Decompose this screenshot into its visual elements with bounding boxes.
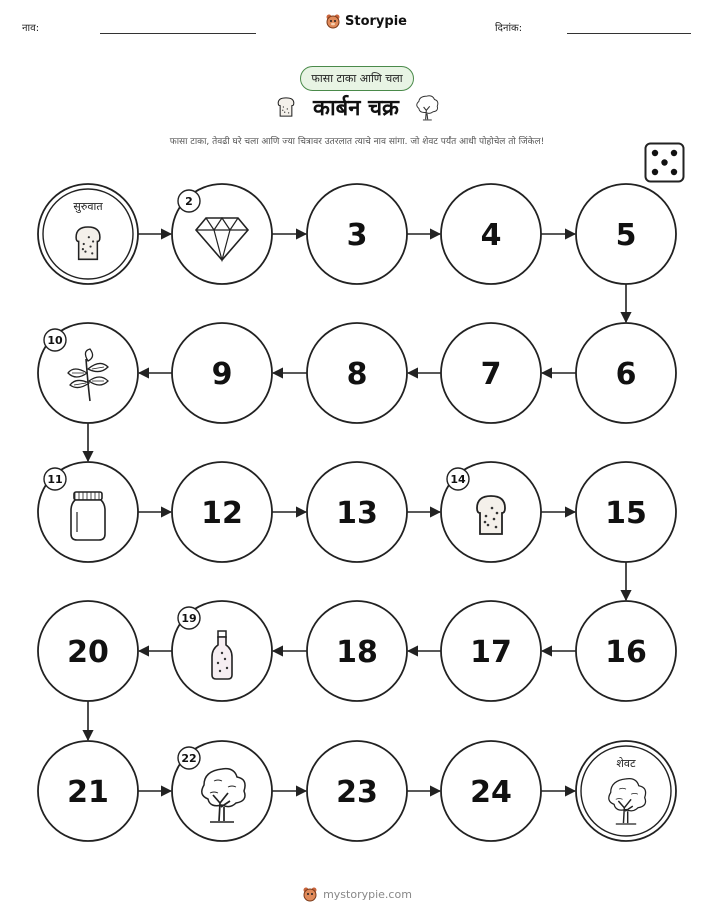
cell-number: 2: [185, 195, 193, 208]
board-cell-11[interactable]: [38, 462, 138, 562]
board-cell-10[interactable]: [38, 323, 138, 423]
board-cell-1[interactable]: [38, 184, 138, 284]
cell-number: 7: [480, 357, 502, 392]
cell-number: 22: [181, 752, 197, 765]
board-cell-2[interactable]: [172, 184, 272, 284]
cell-number: 23: [336, 775, 378, 810]
board-cell-20[interactable]: [38, 601, 138, 701]
cell-number: 14: [450, 473, 466, 486]
footer: [0, 886, 714, 902]
board-cell-15[interactable]: [576, 462, 676, 562]
cell-number: 21: [67, 775, 109, 810]
instructions: फासा टाका, तेवढी घरे चला आणि ज्या चित्रावर उतरलात त्याचे नाव सांगा. जो शेवट पर्यंत आधी पोहोचेल तो जिंकेल!: [169, 137, 545, 147]
date-label: दिनांक:: [495, 23, 523, 34]
board-cell-25[interactable]: [576, 741, 676, 841]
board-cell-19[interactable]: [172, 601, 272, 701]
board-cell-17[interactable]: [441, 601, 541, 701]
board-cell-4[interactable]: [441, 184, 541, 284]
cell-number: 16: [605, 635, 647, 670]
cell-number: 24: [470, 775, 512, 810]
cell-number: 12: [201, 496, 243, 531]
cell-number: 19: [181, 612, 197, 625]
board-cell-22[interactable]: [172, 741, 272, 841]
bear-footer-icon: [302, 886, 318, 902]
start-label: सुरुवात: [73, 200, 103, 213]
bread-icon: [477, 496, 505, 534]
footer-site[interactable]: mystorypie.com: [323, 887, 412, 901]
board-cell-14[interactable]: [441, 462, 541, 562]
board-cell-18[interactable]: [307, 601, 407, 701]
board-cells: [38, 184, 676, 841]
cell-number: 9: [211, 357, 233, 392]
cell-number: 17: [470, 635, 512, 670]
board-cell-12[interactable]: [172, 462, 272, 562]
cell-number: 4: [480, 218, 502, 253]
board-cell-8[interactable]: [307, 323, 407, 423]
board-cell-23[interactable]: [307, 741, 407, 841]
cell-number: 15: [605, 496, 647, 531]
jar-icon: [71, 492, 105, 540]
board-cell-9[interactable]: [172, 323, 272, 423]
board-cell-13[interactable]: [307, 462, 407, 562]
board-cell-6[interactable]: [576, 323, 676, 423]
cell-number: 3: [346, 218, 368, 253]
board-cell-16[interactable]: [576, 601, 676, 701]
name-label: नाव:: [22, 23, 40, 34]
cell-number: 11: [47, 473, 63, 486]
board-cell-24[interactable]: [441, 741, 541, 841]
brand-name: Storypie: [345, 13, 407, 29]
cell-number: 20: [67, 635, 109, 670]
board-cell-3[interactable]: [307, 184, 407, 284]
board-cell-7[interactable]: [441, 323, 541, 423]
cell-number: 10: [47, 334, 63, 347]
page-title: कार्बन चक्र: [313, 96, 399, 121]
cell-number: 13: [336, 496, 378, 531]
board-cell-21[interactable]: [38, 741, 138, 841]
end-label: शेवट: [616, 757, 636, 770]
cell-number: 6: [615, 357, 637, 392]
board-cell-5[interactable]: [576, 184, 676, 284]
bread-icon: [76, 227, 100, 259]
cell-number: 18: [336, 635, 378, 670]
game-type-pill: फासा टाका आणि चला: [300, 66, 413, 91]
cell-number: 8: [346, 357, 368, 392]
cell-number: 5: [615, 218, 637, 253]
